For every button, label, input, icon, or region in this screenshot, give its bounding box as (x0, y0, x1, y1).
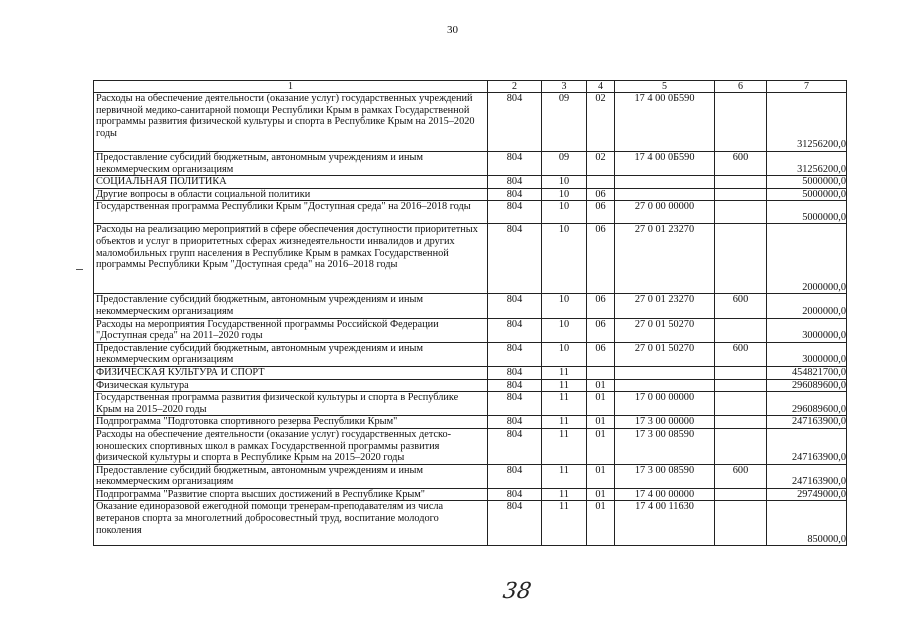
row-amount: 3000000,0 (767, 318, 847, 342)
column-header: 5 (615, 81, 715, 93)
row-code-col3: 11 (542, 366, 587, 379)
row-amount: 850000,0 (767, 501, 847, 546)
row-code-col5: 17 4 00 11630 (615, 501, 715, 546)
row-name: Физическая культура (94, 379, 488, 392)
row-code-col5: 17 3 00 08590 (615, 428, 715, 464)
row-code-col3: 11 (542, 501, 587, 546)
row-name: Другие вопросы в области социальной политики (94, 188, 488, 201)
row-code-col6 (715, 379, 767, 392)
row-code-col5: 27 0 01 50270 (615, 342, 715, 366)
row-code-col3: 09 (542, 93, 587, 152)
row-name: Предоставление субсидий бюджетным, автономным учреждениям и иным некоммерческим организациям (94, 294, 488, 318)
row-amount: 31256200,0 (767, 93, 847, 152)
row-amount: 2000000,0 (767, 224, 847, 294)
row-code-col4: 01 (587, 464, 615, 488)
row-name: ФИЗИЧЕСКАЯ КУЛЬТУРА И СПОРТ (94, 366, 488, 379)
row-code-col6: 600 (715, 294, 767, 318)
row-code-col4: 06 (587, 188, 615, 201)
row-code-col6 (715, 488, 767, 501)
row-name: Предоставление субсидий бюджетным, автономным учреждениям и иным некоммерческим организациям (94, 464, 488, 488)
row-code-col3: 10 (542, 201, 587, 224)
row-code-col3: 11 (542, 392, 587, 416)
row-code-col3: 11 (542, 464, 587, 488)
margin-mark (76, 269, 83, 270)
row-code-col3: 10 (542, 318, 587, 342)
row-name: Расходы на мероприятия Государственной программы Российской Федерации "Доступная среда" на 2011–2020 годы (94, 318, 488, 342)
row-code-col2: 804 (488, 416, 542, 429)
table-row (94, 342, 847, 366)
row-code-col4: 01 (587, 428, 615, 464)
row-code-col3: 11 (542, 416, 587, 429)
row-code-col6: 600 (715, 152, 767, 176)
column-header: 7 (767, 81, 847, 93)
row-code-col4: 02 (587, 152, 615, 176)
column-header: 1 (94, 81, 488, 93)
row-code-col2: 804 (488, 342, 542, 366)
row-code-col6 (715, 188, 767, 201)
table-row (94, 428, 847, 464)
page-number: 30 (447, 24, 458, 36)
row-name: Расходы на реализацию мероприятий в сфере обеспечения доступности приоритетных объектов и услуг в приоритетных сферах жизнедеятельности инвалидов и других маломобильных групп населения в Республике Крым в рамках Государственной программы Республики Крым "Доступная среда" на 2016–2018 годы (94, 224, 488, 294)
row-code-col6 (715, 416, 767, 429)
row-name: Подпрограмма "Развитие спорта высших достижений в Республике Крым" (94, 488, 488, 501)
row-code-col6 (715, 392, 767, 416)
row-code-col2: 804 (488, 93, 542, 152)
row-amount: 247163900,0 (767, 428, 847, 464)
table-row (94, 488, 847, 501)
row-code-col4 (587, 366, 615, 379)
row-code-col4: 01 (587, 416, 615, 429)
row-code-col2: 804 (488, 488, 542, 501)
row-code-col4: 06 (587, 318, 615, 342)
row-code-col5: 27 0 01 50270 (615, 318, 715, 342)
row-code-col2: 804 (488, 224, 542, 294)
row-code-col4: 01 (587, 392, 615, 416)
row-name: Расходы на обеспечение деятельности (оказание услуг) государственных детско-юношеских спортивных школ в рамках Государственной программы развития физической культуры и спорта в Республике Крым на 2015–2020 годы (94, 428, 488, 464)
row-code-col3: 10 (542, 224, 587, 294)
row-code-col3: 11 (542, 428, 587, 464)
row-amount: 2000000,0 (767, 294, 847, 318)
row-code-col3: 10 (542, 188, 587, 201)
row-code-col4: 01 (587, 379, 615, 392)
row-code-col4: 01 (587, 488, 615, 501)
row-code-col5 (615, 366, 715, 379)
row-code-col3: 11 (542, 379, 587, 392)
row-code-col5: 17 0 00 00000 (615, 392, 715, 416)
row-code-col4: 06 (587, 342, 615, 366)
row-code-col2: 804 (488, 188, 542, 201)
row-code-col3: 10 (542, 294, 587, 318)
table-row (94, 201, 847, 224)
row-amount: 5000000,0 (767, 176, 847, 189)
row-code-col5: 17 3 00 00000 (615, 416, 715, 429)
row-code-col4: 06 (587, 201, 615, 224)
row-code-col4: 06 (587, 224, 615, 294)
row-amount: 29749000,0 (767, 488, 847, 501)
table-row (94, 152, 847, 176)
row-amount: 296089600,0 (767, 379, 847, 392)
row-amount: 5000000,0 (767, 188, 847, 201)
row-name: Предоставление субсидий бюджетным, автономным учреждениям и иным некоммерческим организациям (94, 152, 488, 176)
row-code-col5: 17 3 00 08590 (615, 464, 715, 488)
row-code-col3: 10 (542, 342, 587, 366)
row-code-col5: 17 4 00 0Б590 (615, 152, 715, 176)
row-code-col5: 27 0 01 23270 (615, 224, 715, 294)
row-name: Государственная программа Республики Крым "Доступная среда" на 2016–2018 годы (94, 201, 488, 224)
row-amount: 247163900,0 (767, 464, 847, 488)
row-code-col5 (615, 188, 715, 201)
table-row (94, 366, 847, 379)
row-code-col5: 27 0 00 00000 (615, 201, 715, 224)
table-row (94, 188, 847, 201)
row-amount: 454821700,0 (767, 366, 847, 379)
row-name: Оказание единоразовой ежегодной помощи тренерам-преподавателям из числа ветеранов спорта за многолетний добросовестный труд, воспитание молодого поколения (94, 501, 488, 546)
row-code-col2: 804 (488, 392, 542, 416)
row-code-col2: 804 (488, 201, 542, 224)
row-code-col6 (715, 366, 767, 379)
row-code-col6 (715, 318, 767, 342)
row-code-col4: 06 (587, 294, 615, 318)
row-name: Расходы на обеспечение деятельности (оказание услуг) государственных учреждений первичной медико-санитарной помощи Республики Крым в рамках Государственной программы развития физической культуры и спорта в Республике Крым на 2015–2020 годы (94, 93, 488, 152)
row-code-col5: 17 4 00 0Б590 (615, 93, 715, 152)
row-code-col3: 11 (542, 488, 587, 501)
row-code-col2: 804 (488, 464, 542, 488)
row-code-col3: 10 (542, 176, 587, 189)
table-header-row (94, 81, 847, 93)
row-name: Подпрограмма "Подготовка спортивного резерва Республики Крым" (94, 416, 488, 429)
row-code-col6 (715, 93, 767, 152)
column-header: 6 (715, 81, 767, 93)
row-name: Предоставление субсидий бюджетным, автономным учреждениям и иным некоммерческим организациям (94, 342, 488, 366)
row-code-col2: 804 (488, 152, 542, 176)
row-code-col4: 01 (587, 501, 615, 546)
table-row (94, 93, 847, 152)
row-code-col6: 600 (715, 342, 767, 366)
row-code-col5: 27 0 01 23270 (615, 294, 715, 318)
table-row (94, 464, 847, 488)
row-amount: 5000000,0 (767, 201, 847, 224)
table-row (94, 392, 847, 416)
row-code-col5 (615, 379, 715, 392)
row-code-col2: 804 (488, 501, 542, 546)
row-code-col2: 804 (488, 176, 542, 189)
row-code-col2: 804 (488, 318, 542, 342)
row-code-col2: 804 (488, 379, 542, 392)
column-header: 3 (542, 81, 587, 93)
table-row (94, 379, 847, 392)
row-code-col6 (715, 224, 767, 294)
row-code-col2: 804 (488, 366, 542, 379)
table-row (94, 501, 847, 546)
row-amount: 31256200,0 (767, 152, 847, 176)
row-code-col6: 600 (715, 464, 767, 488)
row-code-col6 (715, 501, 767, 546)
row-code-col6 (715, 428, 767, 464)
row-code-col6 (715, 201, 767, 224)
row-code-col4: 02 (587, 93, 615, 152)
row-amount: 247163900,0 (767, 416, 847, 429)
table-row (94, 416, 847, 429)
row-code-col4 (587, 176, 615, 189)
table-row (94, 224, 847, 294)
row-code-col5 (615, 176, 715, 189)
column-header: 4 (587, 81, 615, 93)
table-row (94, 318, 847, 342)
row-code-col3: 09 (542, 152, 587, 176)
row-code-col6 (715, 176, 767, 189)
handwritten-number: 38 (501, 579, 533, 604)
row-code-col5: 17 4 00 00000 (615, 488, 715, 501)
column-header: 2 (488, 81, 542, 93)
row-code-col2: 804 (488, 428, 542, 464)
row-amount: 296089600,0 (767, 392, 847, 416)
row-name: СОЦИАЛЬНАЯ ПОЛИТИКА (94, 176, 488, 189)
table-row (94, 294, 847, 318)
table-row (94, 176, 847, 189)
row-code-col2: 804 (488, 294, 542, 318)
budget-table (93, 80, 847, 546)
row-amount: 3000000,0 (767, 342, 847, 366)
row-name: Государственная программа развития физической культуры и спорта в Республике Крым на 2015–2020 годы (94, 392, 488, 416)
